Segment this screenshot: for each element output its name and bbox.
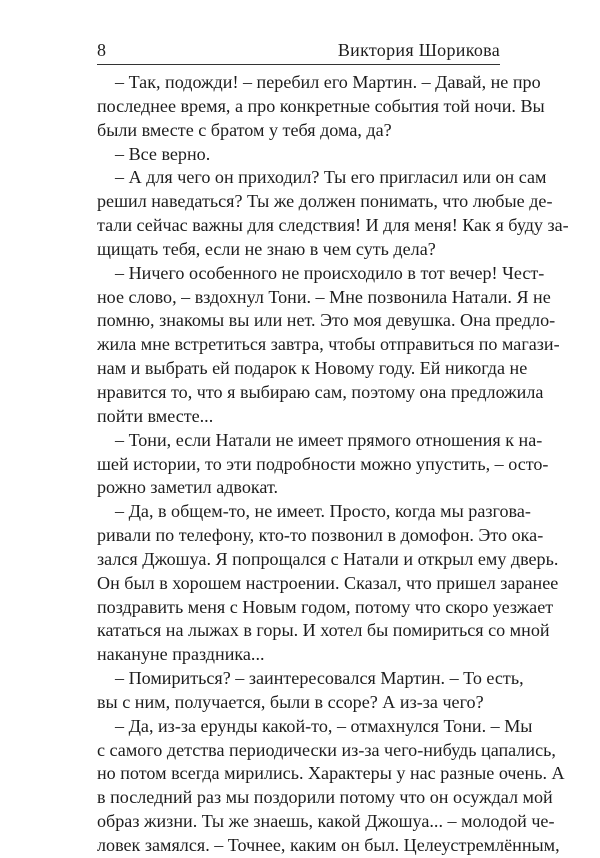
text-line: – Помириться? – заинтересовался Мартин. – То есть, [115, 668, 524, 689]
text-line: образ жизни. Ты же знаешь, какой Джошуа... – молодой че- [97, 811, 555, 832]
text-line: нам и выбрать ей подарок к Новому году. Ей никогда не [97, 358, 528, 379]
text-line: поздравить меня с Новым годом, потому что скоро уезжает [97, 596, 554, 617]
text-line: – Да, в общем-то, не имеет. Просто, когда мы разгова- [115, 501, 531, 522]
text-line: в последний раз мы поздорили потому что он осуждал мой [97, 787, 553, 808]
text-line: последнее время, а про конкретные события той ночи. Вы [97, 95, 545, 116]
text-line: решил наведаться? Ты же должен понимать, что любые де- [97, 191, 553, 212]
text-line: – Все верно. [115, 143, 211, 164]
text-line: но потом всегда мирились. Характеры у нас разные очень. А [97, 763, 565, 784]
text-line: – Да, из-за ерунды какой-то, – отмахнулся Тони. – Мы [115, 715, 533, 736]
text-line: ное слово, – вздохнул Тони. – Мне позвонила Натали. Я не [97, 286, 551, 307]
text-line: щищать тебя, если не знаю в чем суть дела? [97, 238, 436, 259]
text-line: – Ничего особенного не происходило в тот вечер! Чест- [115, 262, 545, 283]
text-line: были вместе с братом у тебя дома, да? [97, 119, 392, 140]
text-line: помню, знакомы вы или нет. Это моя девушка. Она предло- [97, 310, 556, 331]
text-line: тали сейчас важны для следствия! И для меня! Как я буду за- [97, 215, 569, 236]
text-line: вы с ним, получается, были в ссоре? А из-за чего? [97, 691, 484, 712]
author-running-title: Виктория Шорикова [337, 40, 500, 60]
text-line: кататься на лыжах в горы. И хотел бы помириться со мной [97, 620, 550, 641]
text-line: – Тони, если Натали не имеет прямого отношения к на- [115, 429, 543, 450]
page-number: 8 [97, 40, 106, 60]
text-line: пойти вместе... [97, 405, 214, 426]
text-line: – А для чего он приходил? Ты его пригласил или он сам [115, 167, 547, 188]
text-line: ловек замялся. – Точнее, каким он был. Целеустремлённым, [97, 835, 560, 855]
text-line: зался Джошуа. Я попрощался с Натали и открыл ему дверь. [97, 548, 559, 569]
text-line: шей истории, то эти подробности можно упустить, – осто- [97, 453, 549, 474]
text-line: накануне праздника... [97, 644, 265, 665]
text-line: с самого детства периодически из-за чего-нибудь цапались, [97, 739, 556, 760]
text-line: ривали по телефону, кто-то позвонил в домофон. Это ока- [97, 525, 544, 546]
text-line: нравится то, что я выбираю сам, поэтому она предложила [97, 381, 544, 402]
body-text [97, 71, 569, 858]
text-line: рожно заметил адвокат. [97, 477, 279, 498]
running-header [97, 40, 500, 65]
text-line: Он был в хорошем настроении. Сказал, что пришел заранее [97, 572, 559, 593]
text-line: – Так, подожди! – перебил его Мартин. – Давай, не про [115, 72, 541, 92]
text-line: жила мне встретиться завтра, чтобы отправиться по магази- [97, 334, 560, 355]
